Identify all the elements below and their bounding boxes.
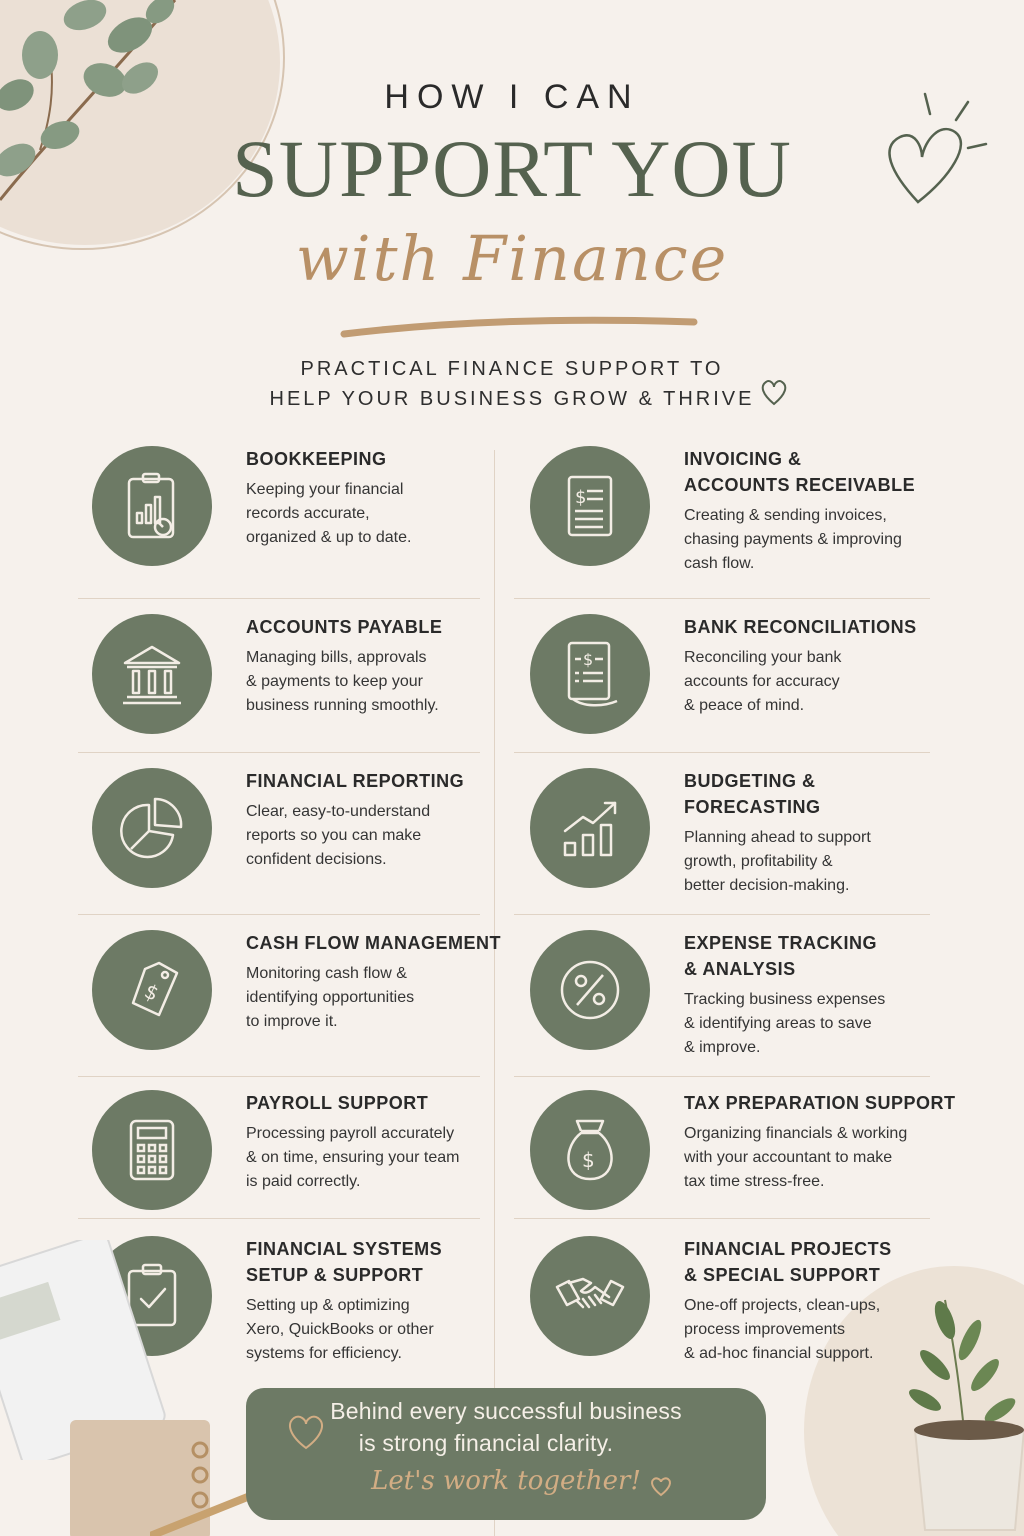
service-title: BOOKKEEPING [246,449,387,469]
percent-icon [530,930,650,1050]
clipboard-chart-icon [92,446,212,566]
service-card-cash-flow [92,930,501,1050]
svg-text:$: $ [583,650,594,669]
service-card-bank-reconciliations [530,614,917,734]
doodle-heart-icon [880,92,990,212]
row-divider [78,914,480,915]
statement-icon [530,614,650,734]
service-description: Reconciling your bank accounts for accuracy & peace of mind. [684,649,842,714]
heart-small-icon [648,1472,674,1498]
service-card-tax-preparation [530,1090,956,1210]
subtitle-line-2: HELP YOUR BUSINESS GROW & THRIVE [269,388,755,410]
service-description: Setting up & optimizing Xero, QuickBooks or other systems for efficiency. [246,1297,434,1362]
service-card-invoicing [530,446,915,576]
money-bag-icon [530,1090,650,1210]
row-divider [78,752,480,753]
row-divider [78,1218,480,1219]
service-description: Organizing financials & working with your accountant to make tax time stress-free. [684,1125,908,1190]
small-heart-icon [758,376,790,408]
page-header [0,0,1024,430]
service-title: FINANCIAL REPORTING [246,771,465,791]
bank-icon [92,614,212,734]
service-card-accounts-payable [92,614,442,734]
service-title: FINANCIAL SYSTEMS SETUP & SUPPORT [246,1239,443,1285]
service-description: Keeping your financial records accurate, organized & up to date. [246,481,412,546]
svg-text:$: $ [582,1148,595,1172]
service-title: CASH FLOW MANAGEMENT [246,933,501,953]
service-title: ACCOUNTS PAYABLE [246,617,443,637]
header-line-1: HOW I CAN [384,78,640,116]
service-title: PAYROLL SUPPORT [246,1093,429,1113]
potted-plant-icon [905,1290,1024,1536]
row-divider [514,914,930,915]
service-card-financial-reporting [92,768,464,888]
closing-banner [246,1388,766,1520]
service-description: Managing bills, approvals & payments to keep your business running smoothly. [246,649,439,714]
row-divider [78,598,480,599]
banner-line-2: is strong financial clarity. [358,1430,614,1456]
brush-underline [340,312,700,342]
service-description: Processing payroll accurately & on time, ensuring your team is paid correctly. [246,1125,460,1190]
handshake-icon [530,1236,650,1356]
service-title: TAX PREPARATION SUPPORT [684,1093,956,1113]
service-title: BANK RECONCILIATIONS [684,617,917,637]
service-description: One-off projects, clean-ups, process improvements & ad-hoc financial support. [684,1297,881,1362]
svg-text:$: $ [575,487,587,508]
service-description: Tracking business expenses & identifying areas to save & improve. [684,991,886,1056]
service-description: Monitoring cash flow & identifying opportunities to improve it. [246,965,415,1030]
service-card-financial-projects [530,1236,892,1366]
service-title: INVOICING & ACCOUNTS RECEIVABLE [684,449,916,495]
svg-text:$: $ [140,978,163,1006]
service-description: Clear, easy-to-understand reports so you can make confident decisions. [246,803,431,868]
row-divider [514,1218,930,1219]
service-description: Creating & sending invoices, chasing payments & improving cash flow. [684,507,902,572]
service-card-budgeting [530,768,871,898]
invoice-icon [530,446,650,566]
service-title: EXPENSE TRACKING & ANALYSIS [684,933,878,979]
page-title: SUPPORT YOU [232,123,792,214]
service-description: Planning ahead to support growth, profitability & better decision-making. [684,829,871,894]
subtitle-line-1: PRACTICAL FINANCE SUPPORT TO [300,358,724,380]
calculator-icon [92,1090,212,1210]
header-script-line: with Finance [295,222,729,295]
row-divider [78,1076,480,1077]
price-tag-icon [92,930,212,1050]
row-divider [514,752,930,753]
service-card-expense-tracking [530,930,885,1060]
pie-chart-icon [92,768,212,888]
banner-cta: Let's work together! [371,1466,641,1496]
service-card-bookkeeping [92,446,411,566]
service-title: FINANCIAL PROJECTS & SPECIAL SUPPORT [684,1239,892,1285]
service-card-payroll [92,1090,459,1210]
row-divider [514,1076,930,1077]
service-title: BUDGETING & FORECASTING [684,771,821,817]
growth-chart-icon [530,768,650,888]
banner-line-1: Behind every successful business [330,1398,682,1424]
row-divider [514,598,930,599]
